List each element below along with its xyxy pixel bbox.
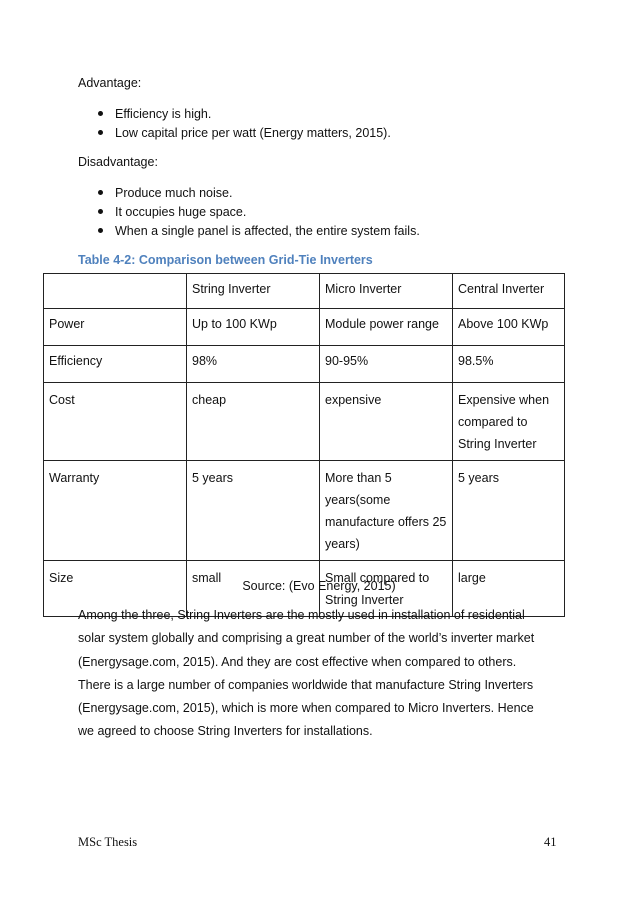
table-cell: small	[187, 561, 320, 617]
table-cell: Up to 100 KWp	[187, 309, 320, 346]
advantage-heading: Advantage:	[78, 76, 142, 90]
comparison-table	[43, 273, 565, 617]
table-source: Source: (Evo Energy, 2015)	[242, 579, 396, 593]
table-cell: More than 5 years(some manufacture offers 25 years)	[320, 461, 453, 561]
table-cell: Expensive when compared to String Inverter	[453, 383, 565, 461]
paragraph-line: (Energysage.com, 2015), which is more when compared to Micro Inverters. Hence	[78, 701, 534, 716]
list-item	[78, 124, 391, 143]
advantage-list	[78, 105, 391, 143]
table-cell: 5 years	[453, 461, 565, 561]
paragraph-line: There is a large number of companies worldwide that manufacture String Inverters	[78, 677, 534, 692]
table-header-cell: String Inverter	[187, 274, 320, 309]
table-cell: Size	[44, 561, 187, 617]
paragraph-line: we agreed to choose String Inverters for installations.	[78, 724, 373, 739]
table-cell: 90-95%	[320, 346, 453, 383]
bullet-icon	[98, 130, 103, 135]
table-header-row	[44, 274, 565, 309]
paragraph-line: solar system globally and comprising a great number of the world’s inverter market	[78, 631, 535, 646]
list-item-text: It occupies huge space.	[115, 205, 247, 219]
table-row	[44, 346, 565, 383]
table-cell: Cost	[44, 383, 187, 461]
list-item-text: When a single panel is affected, the entire system fails.	[115, 224, 420, 238]
table-cell: Efficiency	[44, 346, 187, 383]
list-item	[78, 105, 391, 124]
bullet-icon	[98, 111, 103, 116]
list-item-text: Produce much noise.	[115, 186, 233, 200]
table-cell: large	[453, 561, 565, 617]
bullet-icon	[98, 209, 103, 214]
list-item	[78, 184, 420, 203]
table-cell: 98%	[187, 346, 320, 383]
paragraph-line: Among the three, String Inverters are the mostly used in installation of residential	[78, 608, 525, 622]
body-paragraph	[78, 604, 568, 744]
footer-title: MSc Thesis	[78, 835, 138, 849]
page-number: 41	[544, 835, 557, 849]
table-cell: 98.5%	[453, 346, 565, 383]
table-row	[44, 309, 565, 346]
table-cell: Warranty	[44, 461, 187, 561]
table-row	[44, 461, 565, 561]
paragraph-line: (Energysage.com, 2015). And they are cost effective when compared to others.	[78, 654, 517, 669]
table-cell: Module power range	[320, 309, 453, 346]
table-cell: 5 years	[187, 461, 320, 561]
list-item-text: Efficiency is high.	[115, 107, 212, 121]
table-cell: expensive	[320, 383, 453, 461]
table-cell: Power	[44, 309, 187, 346]
list-item	[78, 222, 420, 241]
bullet-icon	[98, 228, 103, 233]
table-header-cell: Micro Inverter	[320, 274, 453, 309]
table-header-cell: Central Inverter	[453, 274, 565, 309]
table-cell: cheap	[187, 383, 320, 461]
table-cell: Above 100 KWp	[453, 309, 565, 346]
table-cell: Small compared to String Inverter	[320, 561, 453, 617]
table-row	[44, 383, 565, 461]
list-item	[78, 203, 420, 222]
list-item-text: Low capital price per watt (Energy matters, 2015).	[115, 126, 391, 140]
disadvantage-list	[78, 184, 420, 241]
disadvantage-heading: Disadvantage:	[78, 155, 158, 169]
table-caption: Table 4-2: Comparison between Grid-Tie Inverters	[78, 253, 373, 267]
bullet-icon	[98, 190, 103, 195]
table-header-cell	[44, 274, 187, 309]
